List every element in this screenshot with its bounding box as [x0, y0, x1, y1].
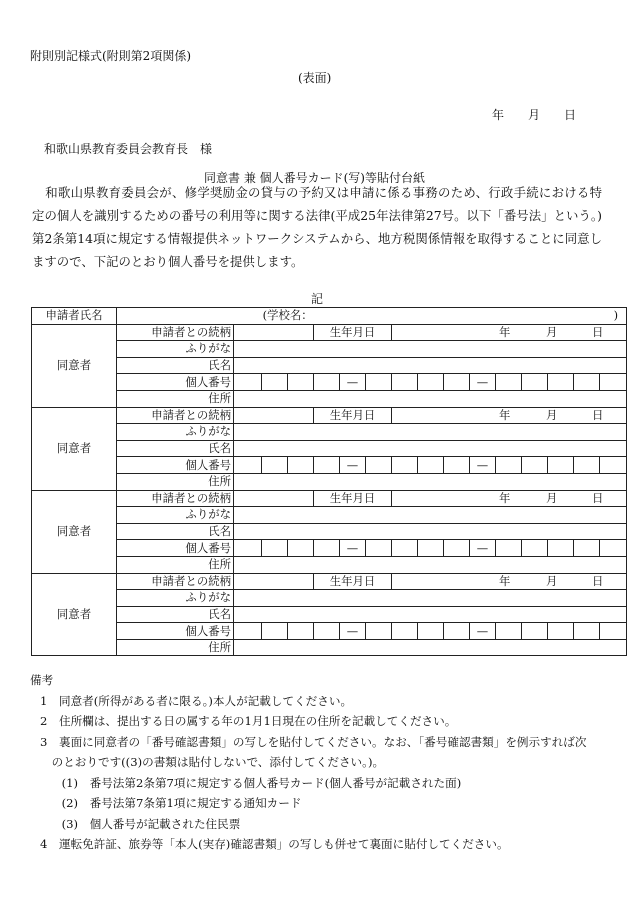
number-separator: —: [470, 623, 496, 640]
number-digit-box[interactable]: [262, 457, 288, 474]
number-digit-box[interactable]: [288, 623, 314, 640]
number-digit-box[interactable]: [600, 540, 627, 557]
address-label: 住所: [117, 390, 234, 407]
furigana-label: ふりがな: [117, 341, 234, 358]
address-field[interactable]: [234, 473, 627, 490]
number-digit-box[interactable]: [366, 540, 392, 557]
relation-row: [32, 490, 627, 507]
number-digit-box[interactable]: [548, 374, 574, 391]
birth-date-field[interactable]: [392, 324, 627, 341]
number-row: [32, 457, 627, 474]
number-digit-box[interactable]: [234, 374, 262, 391]
number-digit-box[interactable]: [366, 457, 392, 474]
number-digit-box[interactable]: [444, 623, 470, 640]
address-label: 住所: [117, 473, 234, 490]
name-row: [32, 440, 627, 457]
number-digit-box[interactable]: [496, 457, 522, 474]
number-digit-box[interactable]: [522, 457, 548, 474]
note-item-1: 1 同意者(所得がある者に限る。)本人が記載してください。: [40, 693, 353, 708]
name-label: 氏名: [117, 357, 234, 374]
relation-field[interactable]: [234, 490, 314, 507]
relation-label: 申請者との続柄: [117, 324, 234, 341]
consenter-label: 同意者: [32, 573, 117, 656]
number-digit-box[interactable]: [392, 623, 418, 640]
applicant-row: [32, 308, 627, 325]
number-digit-box[interactable]: [288, 540, 314, 557]
number-row: [32, 540, 627, 557]
birth-label: 生年月日: [314, 573, 392, 590]
number-digit-box[interactable]: [574, 623, 600, 640]
notes-heading: 備考: [30, 673, 54, 687]
consent-table: [31, 307, 627, 656]
name-row: [32, 606, 627, 623]
birth-year: 年: [499, 573, 511, 588]
number-digit-box[interactable]: [392, 457, 418, 474]
relation-field[interactable]: [234, 324, 314, 341]
number-digit-box[interactable]: [444, 374, 470, 391]
furigana-field[interactable]: [234, 507, 627, 524]
note-sub-2: (2) 番号法第7条第1項に規定する通知カード: [50, 796, 302, 810]
birth-month: 月: [546, 490, 558, 505]
number-digit-box[interactable]: [314, 623, 340, 640]
relation-label: 申請者との続柄: [117, 573, 234, 590]
name-row: [32, 357, 627, 374]
number-digit-box[interactable]: [366, 623, 392, 640]
number-digit-box[interactable]: [234, 623, 262, 640]
birth-date-field[interactable]: [392, 407, 627, 424]
birth-label: 生年月日: [314, 407, 392, 424]
consent-statement: 和歌山県教育委員会が、修学奨励金の貸与の予約又は申請に係る事務のため、行政手続における特定の個人を識別するための番号の利用等に関する法律(平成25年法律第27号。以下「番号法」という。)第2条第14項に規定する情報提供ネットワークシステムから、地方税関係情報を取得することに同意しますので、下記のとおり個人番号を提供します。: [32, 185, 602, 269]
number-digit-box[interactable]: [234, 457, 262, 474]
furigana-label: ふりがな: [117, 507, 234, 524]
relation-row: [32, 573, 627, 590]
birth-date-field[interactable]: [392, 490, 627, 507]
date-year: 年: [492, 108, 505, 122]
birth-month: 月: [546, 407, 558, 422]
address-field[interactable]: [234, 639, 627, 656]
number-digit-box[interactable]: [418, 374, 444, 391]
note-sub-1: (1) 番号法第2条第7項に規定する個人番号カード(個人番号が記載された面): [50, 775, 462, 790]
number-digit-box[interactable]: [262, 540, 288, 557]
form-reference: 附則別記様式(附則第2項関係): [30, 49, 191, 63]
address-row: [32, 556, 627, 573]
number-digit-box[interactable]: [496, 540, 522, 557]
number-digit-box[interactable]: [418, 540, 444, 557]
name-field[interactable]: [234, 523, 627, 540]
furigana-label: ふりがな: [117, 424, 234, 441]
number-digit-box[interactable]: [522, 623, 548, 640]
school-prefix: (学校名：: [262, 308, 313, 323]
number-digit-box[interactable]: [262, 623, 288, 640]
address-row: [32, 473, 627, 490]
number-digit-box[interactable]: [600, 457, 627, 474]
birth-date-field[interactable]: [392, 573, 627, 590]
address-label: 住所: [117, 556, 234, 573]
number-digit-box[interactable]: [574, 457, 600, 474]
number-digit-box[interactable]: [392, 540, 418, 557]
number-digit-box[interactable]: [496, 374, 522, 391]
birth-year: 年: [499, 490, 511, 505]
furigana-label: ふりがな: [117, 590, 234, 607]
number-label: 個人番号: [117, 540, 234, 557]
addressee: 和歌山県教育委員会教育長 様: [44, 142, 213, 156]
birth-year: 年: [499, 324, 511, 339]
furigana-field[interactable]: [234, 590, 627, 607]
number-digit-box[interactable]: [522, 540, 548, 557]
number-separator: —: [340, 540, 366, 557]
consenter-label: 同意者: [32, 324, 117, 407]
birth-day: 日: [592, 573, 604, 588]
birth-label: 生年月日: [314, 324, 392, 341]
number-row: [32, 374, 627, 391]
number-digit-box[interactable]: [444, 540, 470, 557]
birth-day: 日: [592, 324, 604, 339]
number-digit-box[interactable]: [444, 457, 470, 474]
birth-day: 日: [592, 490, 604, 505]
number-digit-box[interactable]: [262, 374, 288, 391]
applicant-name-field[interactable]: [117, 308, 627, 325]
number-digit-box[interactable]: [366, 374, 392, 391]
note-item-3: 3 裏面に同意者の「番号確認書類」の写しを貼付してください。なお、「番号確認書類」を例示すれば次: [40, 734, 587, 749]
number-digit-box[interactable]: [522, 374, 548, 391]
name-label: 氏名: [117, 523, 234, 540]
furigana-row: [32, 507, 627, 524]
birth-month: 月: [546, 573, 558, 588]
furigana-field[interactable]: [234, 341, 627, 358]
note-item-3-cont: のとおりです((3)の書類は貼付しないで、添付してください。)。: [40, 755, 385, 769]
note-item-2: 2 住所欄は、提出する日の属する年の1月1日現在の住所を記載してください。: [40, 714, 457, 728]
number-separator: —: [340, 623, 366, 640]
address-field[interactable]: [234, 556, 627, 573]
number-row: [32, 623, 627, 640]
applicant-name-label: 申請者氏名: [32, 308, 117, 325]
number-digit-box[interactable]: [548, 457, 574, 474]
number-digit-box[interactable]: [234, 540, 262, 557]
address-row: [32, 639, 627, 656]
name-label: 氏名: [117, 606, 234, 623]
number-label: 個人番号: [117, 374, 234, 391]
number-digit-box[interactable]: [418, 623, 444, 640]
name-label: 氏名: [117, 440, 234, 457]
number-digit-box[interactable]: [418, 457, 444, 474]
relation-label: 申請者との続柄: [117, 490, 234, 507]
consenter-label: 同意者: [32, 490, 117, 573]
note-item-4: 4 運転免許証、旅券等「本人(実存)確認書類」の写しも併せて裏面に貼付してください。: [40, 837, 509, 851]
number-digit-box[interactable]: [288, 374, 314, 391]
number-separator: —: [470, 374, 496, 391]
furigana-row: [32, 424, 627, 441]
notes-section: [32, 670, 587, 855]
number-digit-box[interactable]: [288, 457, 314, 474]
number-digit-box[interactable]: [314, 457, 340, 474]
birth-month: 月: [546, 324, 558, 339]
consenter-label: 同意者: [32, 407, 117, 490]
name-field[interactable]: [234, 606, 627, 623]
ki-label: 記: [311, 292, 324, 306]
name-field[interactable]: [234, 440, 627, 457]
number-digit-box[interactable]: [314, 540, 340, 557]
number-label: 個人番号: [117, 623, 234, 640]
side-label: (表面): [298, 71, 332, 85]
relation-row: [32, 407, 627, 424]
number-digit-box[interactable]: [314, 374, 340, 391]
number-separator: —: [340, 457, 366, 474]
school-suffix: ): [613, 308, 619, 323]
number-digit-box[interactable]: [574, 540, 600, 557]
number-digit-box[interactable]: [600, 374, 627, 391]
name-field[interactable]: [234, 357, 627, 374]
number-separator: —: [340, 374, 366, 391]
address-row: [32, 390, 627, 407]
furigana-field[interactable]: [234, 424, 627, 441]
number-label: 個人番号: [117, 457, 234, 474]
birth-year: 年: [499, 407, 511, 422]
relation-row: [32, 324, 627, 341]
number-digit-box[interactable]: [548, 623, 574, 640]
note-sub-3: (3) 個人番号が記載された住民票: [50, 816, 241, 831]
number-digit-box[interactable]: [600, 623, 627, 640]
document-title: 同意書 兼 個人番号カード(写)等貼付台紙: [204, 171, 425, 185]
number-separator: —: [470, 540, 496, 557]
number-digit-box[interactable]: [496, 623, 522, 640]
birth-day: 日: [592, 407, 604, 422]
birth-label: 生年月日: [314, 490, 392, 507]
furigana-row: [32, 590, 627, 607]
address-label: 住所: [117, 639, 234, 656]
number-digit-box[interactable]: [392, 374, 418, 391]
number-digit-box[interactable]: [548, 540, 574, 557]
number-digit-box[interactable]: [574, 374, 600, 391]
relation-label: 申請者との続柄: [117, 407, 234, 424]
date-month: 月: [528, 108, 541, 122]
number-separator: —: [470, 457, 496, 474]
date-day: 日: [564, 108, 577, 122]
address-field[interactable]: [234, 390, 627, 407]
furigana-row: [32, 341, 627, 358]
relation-field[interactable]: [234, 407, 314, 424]
relation-field[interactable]: [234, 573, 314, 590]
name-row: [32, 523, 627, 540]
